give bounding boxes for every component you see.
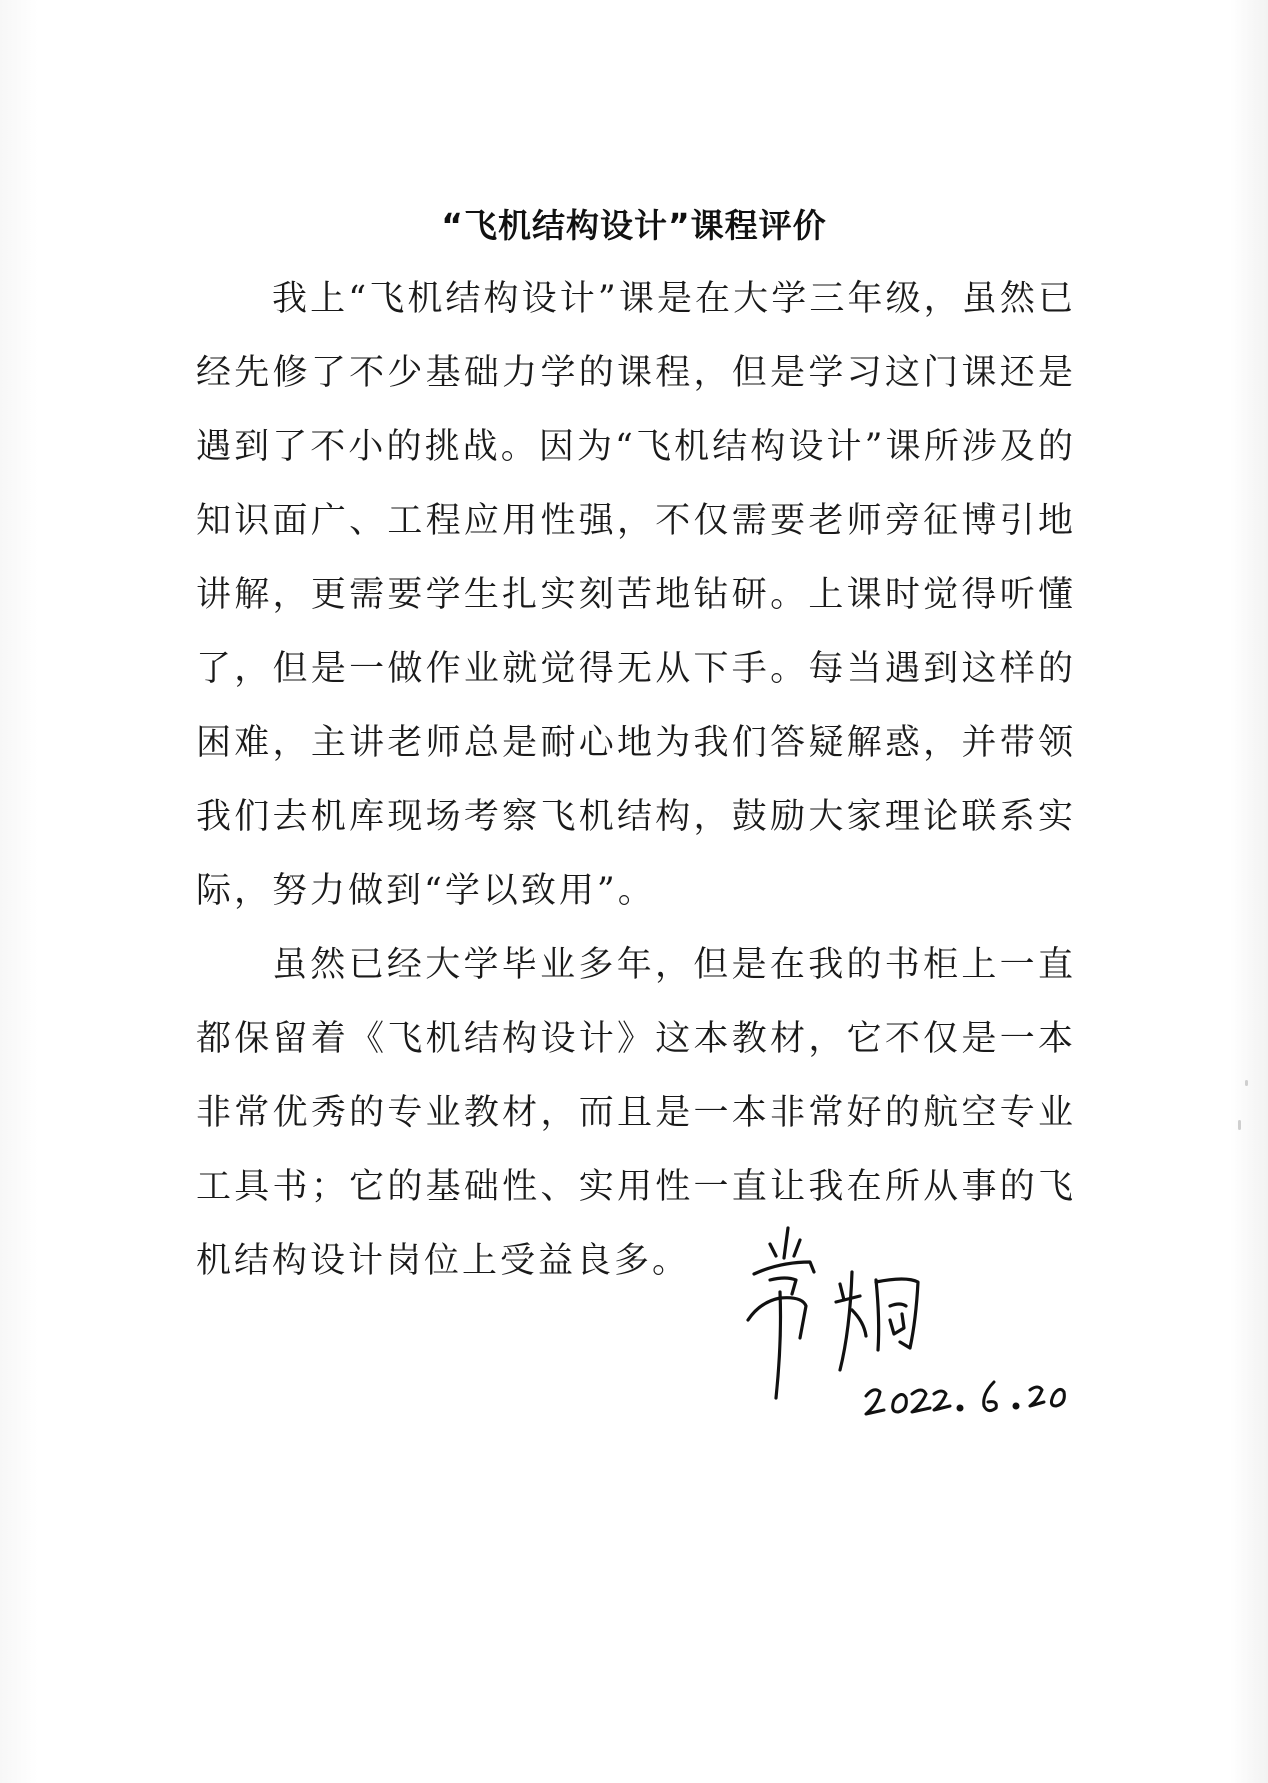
paragraph-2: 虽然已经大学毕业多年，但是在我的书柜上一直都保留着《飞机结构设计》这本教材，它不仅是一本非常优秀的专业教材，而且是一本非常好的航空专业工具书；它的基础性、实用性一直让我在所从事的飞机结构设计岗位上受益良多。 (196, 945, 1076, 1281)
document-title: “飞机结构设计”课程评价 (441, 206, 827, 245)
scan-speck (1245, 1080, 1248, 1086)
document-body (196, 262, 1076, 1298)
paragraph-1: 我上“飞机结构设计”课是在大学三年级，虽然已经先修了不少基础力学的课程，但是学习这门课还是遇到了不小的挑战。因为“飞机结构设计”课所涉及的知识面广、工程应用性强，不仅需要老师旁征博引地讲解，更需要学生扎实刻苦地钻研。上课时觉得听懂了，但是一做作业就觉得无从下手。每当遇到这样的困难，主讲老师总是耐心地为我们答疑解惑，并带领我们去机库现场考察飞机结构，鼓励大家理论联系实际，努力做到“学以致用”。 (196, 279, 1076, 911)
handwritten-date (860, 1360, 1080, 1420)
scan-speck (1238, 1120, 1241, 1130)
